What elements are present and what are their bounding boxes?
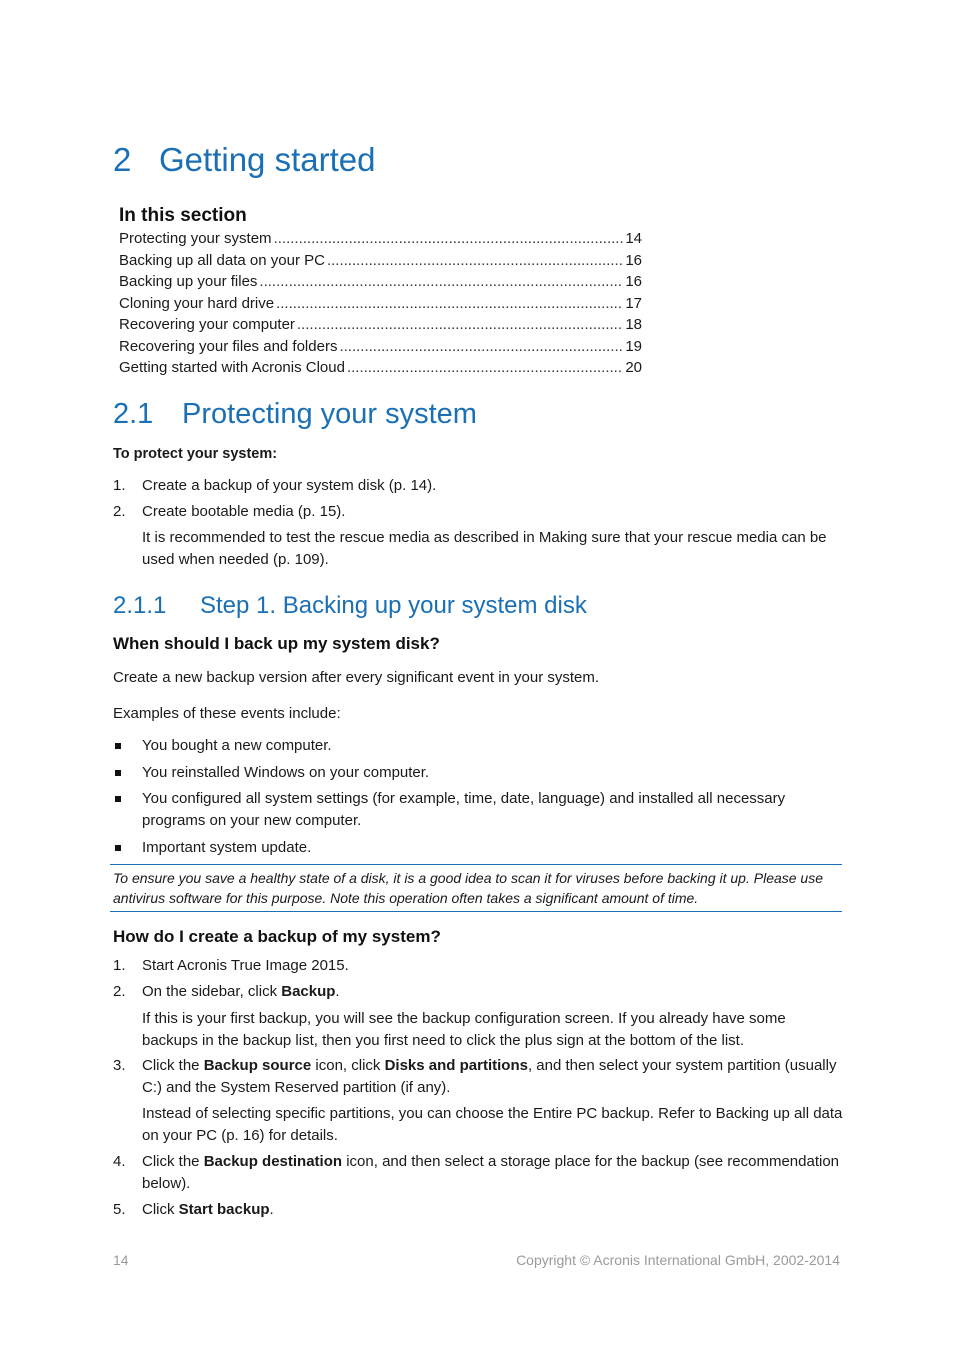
toc-list [119,228,642,379]
toc-item-label: Recovering your computer [119,316,295,333]
step-item: 1. Start Acronis True Image 2015. [113,957,349,974]
bullet-item: You bought a new computer. [113,735,843,757]
bullet-square-icon [115,845,121,851]
step-item [113,501,843,523]
section-heading [113,398,477,431]
toc-leader [297,314,623,336]
toc-item-label: Backing up all data on your PC [119,251,325,269]
toc-item-page: 16 [625,273,642,290]
toc-item[interactable] [119,271,642,293]
toc-item-page: 19 [625,337,642,355]
step-number: 1. [113,477,126,494]
step-item: 5. Click Start backup. [113,1201,274,1218]
step-text: Create a backup of your system disk (p. 14). [142,477,437,494]
paragraph: Examples of these events include: [113,705,341,722]
toc-item-label: Recovering your files and folders [119,337,338,355]
toc-item-page: 16 [625,251,642,269]
toc-item-page: 20 [625,359,642,376]
question-heading: When should I back up my system disk? [113,634,440,653]
bullet-square-icon [115,770,121,776]
chapter-title [113,141,375,179]
toc-item-page: 18 [625,316,642,333]
toc-item[interactable] [119,293,642,315]
step-item: 4. Click the Backup destination icon, and then select a storage place for the backup (see recommendation below). [113,1153,840,1192]
paragraph: Create a new backup version after every significant event in your system. [113,669,600,686]
step-item: 2. On the sidebar, click Backup. [113,983,340,1000]
section-number: 2.1 [113,398,154,430]
toc-leader [339,336,623,358]
ui-term: Backup [281,983,336,1000]
subsection-heading [113,592,587,620]
step-note: Instead of selecting specific partitions, you can choose the Entire PC backup. Refer to Backing up all data on your PC (p. 16) for details. [142,1105,843,1144]
ui-term: Backup destination [203,1153,343,1170]
bullet-item: You configured all system settings (for example, time, date, language) and installed all necessary programs on your new computer. [113,788,843,832]
note-text: To ensure you save a healthy state of a disk, it is a good idea to scan it for viruses before backing it up. Please use antivirus software for this purpose. Note this operation often takes a significant amount of time. [113,870,824,906]
toc-item-label: Getting started with Acronis Cloud [119,359,345,376]
ui-term: Backup source [203,1057,312,1074]
bullet-square-icon [115,796,121,802]
step-item [113,475,843,497]
toc-item[interactable] [119,228,642,250]
copyright-text: Copyright © Acronis International GmbH, 2002-2014 [516,1252,840,1268]
toc-item[interactable] [119,357,642,379]
toc-leader [274,228,624,250]
step-item: 3. Click the Backup source icon, click Disks and partitions, and then select your system partition (usually C:) and the System Reserved partition (if any). [113,1057,837,1096]
toc-item-label: Cloning your hard drive [119,294,275,312]
bullet-item: You reinstalled Windows on your computer. [113,762,843,784]
toc-item-page: 17 [625,294,642,312]
page-number: 14 [113,1252,129,1268]
toc-heading: In this section [119,205,247,226]
toc-item-page: 14 [625,230,642,247]
toc-item[interactable] [119,314,642,336]
section-title: Protecting your system [182,398,477,430]
toc-leader [327,250,623,272]
toc-item-label: Backing up your files [119,273,258,290]
step-note: It is recommended to test the rescue media as described in Making sure that your rescue media can be used when needed (p. 109). [142,529,827,568]
toc-leader [259,271,623,293]
step-number: 2. [113,503,126,520]
toc-leader [347,357,623,379]
chapter-title-text: Getting started [159,141,376,178]
subsection-number: 2.1.1 [113,592,167,619]
step-note: If this is your first backup, you will see the backup configuration screen. If you already have some backups in the backup list, then you first need to click the plus sign at the bottom of the list. [142,1010,786,1049]
toc-item[interactable] [119,336,642,358]
ui-term: Disks and partitions [384,1057,528,1074]
toc-item-label: Protecting your system [119,230,272,247]
step-text: Create bootable media (p. 15). [142,503,346,520]
toc-item[interactable] [119,250,642,272]
question-heading: How do I create a backup of my system? [113,927,441,946]
bullet-item: Important system update. [113,837,843,859]
procedure-label: To protect your system: [113,446,278,462]
toc-leader [276,293,623,315]
bullet-square-icon [115,743,121,749]
ui-term: Start backup [178,1201,270,1218]
note-box [110,864,842,912]
subsection-title: Step 1. Backing up your system disk [200,592,587,619]
chapter-number: 2 [113,141,132,178]
